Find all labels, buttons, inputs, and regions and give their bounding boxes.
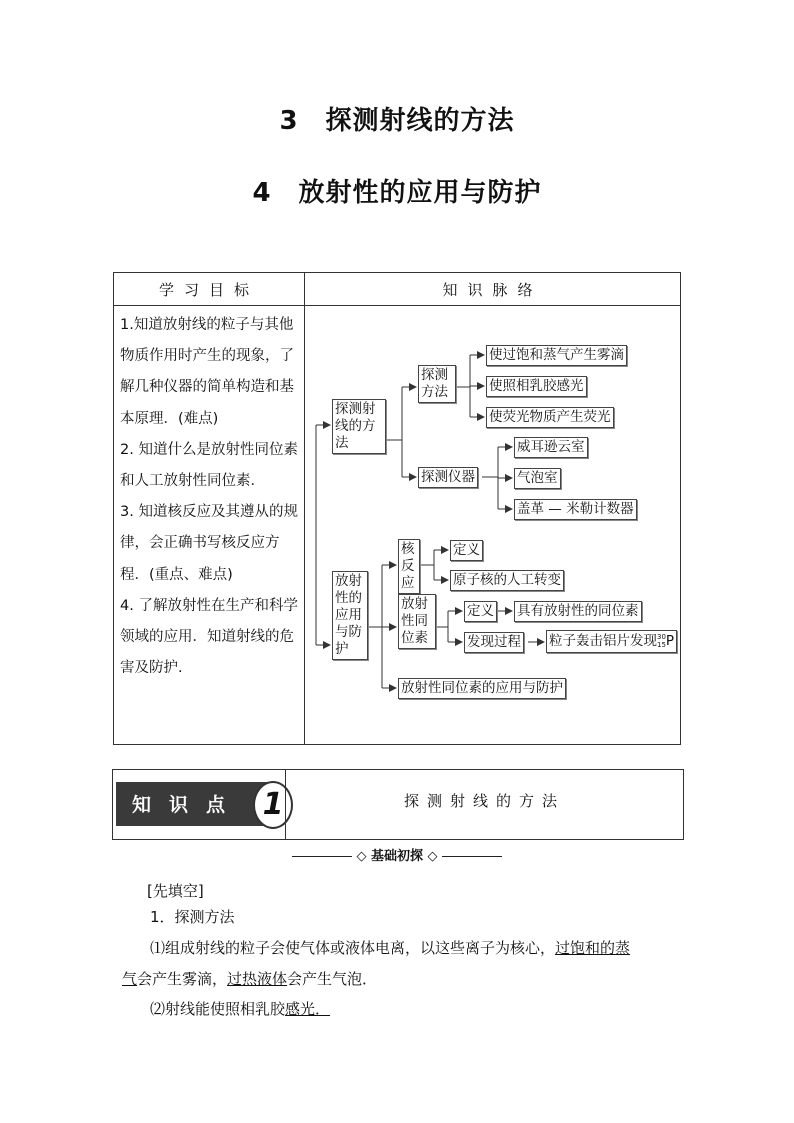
para-2-text: ⑵射线能使照相乳胶 xyxy=(150,1000,286,1018)
leaf-artificial-transmutation: 原子核的人工转变 xyxy=(450,570,564,591)
separator-line-right xyxy=(442,856,502,857)
node-isotope: 放射性同位素 xyxy=(398,594,436,649)
blank-answer-2: 过热液体 xyxy=(227,970,288,988)
leaf-definition-1: 定义 xyxy=(450,540,483,561)
section-separator xyxy=(0,845,794,864)
para-1-line-2 xyxy=(122,968,377,989)
knowledge-title: 探测射线的方法 xyxy=(403,792,565,810)
goals-cell xyxy=(114,306,305,745)
knowledge-point-banner xyxy=(112,769,684,840)
leaf-aluminum-bombard xyxy=(546,630,677,653)
goal-item: 3. 知道核反应及其遵从的规律，会正确书写核反应方程．(重点、难点) xyxy=(120,504,298,583)
para-1-text-b: 会产生雾滴， xyxy=(137,970,228,988)
knowledge-badge xyxy=(116,782,284,826)
leaf-geiger-counter: 盖革 — 米勒计数器 xyxy=(514,499,637,520)
goal-item: 4. 了解放射性在生产和科学领域的应用．知道射线的危害及防护. xyxy=(120,597,298,677)
leaf-vapor: 使过饱和蒸气产生雾滴 xyxy=(486,345,627,366)
blank-answer-1-cont: 气 xyxy=(122,970,138,988)
para-1-text-a: ⑴组成射线的粒子会使气体或液体电离，以这些离子为核心， xyxy=(150,939,556,957)
leaf-cloud-chamber: 威耳逊云室 xyxy=(514,437,588,458)
map-header: 知识脉络 xyxy=(305,273,681,306)
mass-number: 30 xyxy=(657,633,666,641)
title-line-2: 4 放射性的应用与防护 xyxy=(252,178,542,208)
leaf-isotope-use: 放射性同位素的应用与防护 xyxy=(398,678,566,699)
node-detect-methods: 探测射线的方法 xyxy=(332,399,386,454)
blank-answer-1: 过饱和的蒸 xyxy=(555,939,631,957)
leaf-radioactive-isotope: 具有放射性的同位素 xyxy=(514,601,642,622)
knowledge-badge-number: 1 xyxy=(253,781,293,829)
goal-item: 2. 知道什么是放射性同位素和人工放射性同位素． xyxy=(120,441,298,490)
atomic-number: 15 xyxy=(657,641,666,649)
title-line-1: 3 探测射线的方法 xyxy=(279,106,515,136)
separator-text: ◇ 基础初探 ◇ xyxy=(356,849,438,864)
leaf-bubble-chamber: 气泡室 xyxy=(514,468,561,489)
para-2 xyxy=(150,998,330,1019)
node-method: 探测方法 xyxy=(418,365,456,403)
para-1-text-c: 会产生气泡． xyxy=(287,970,378,988)
nuclide-scripts xyxy=(657,633,666,649)
aluminum-text: 粒子轰击铝片发现 xyxy=(549,633,657,649)
goal-item: 1.知道放射线的粒子与其他物质作用时产生的现象，了解几种仪器的简单构造和基本原理．(难点) xyxy=(120,317,294,427)
leaf-discovery: 发现过程 xyxy=(464,632,524,653)
objectives-table xyxy=(113,272,681,745)
knowledge-map xyxy=(306,307,679,743)
node-nuclear-reaction: 核反应 xyxy=(398,539,420,594)
para-1-line-1 xyxy=(150,937,630,958)
element-symbol: P xyxy=(665,633,675,649)
node-application: 放射性的应用与防护 xyxy=(332,571,368,660)
leaf-emulsion: 使照相乳胶感光 xyxy=(486,376,587,397)
leaf-fluorescence: 使荧光物质产生荧光 xyxy=(486,407,614,428)
goals-header: 学习目标 xyxy=(114,273,305,306)
separator-line-left xyxy=(292,856,352,857)
knowledge-map-cell xyxy=(305,306,681,745)
knowledge-badge-label: 知识点 xyxy=(132,794,244,816)
node-instrument: 探测仪器 xyxy=(418,467,478,488)
leaf-definition-2: 定义 xyxy=(464,601,497,622)
subheading: 1．探测方法 xyxy=(150,908,235,926)
blank-answer-3: 感光． xyxy=(285,1000,331,1018)
fill-tag: [先填空] xyxy=(147,882,204,900)
